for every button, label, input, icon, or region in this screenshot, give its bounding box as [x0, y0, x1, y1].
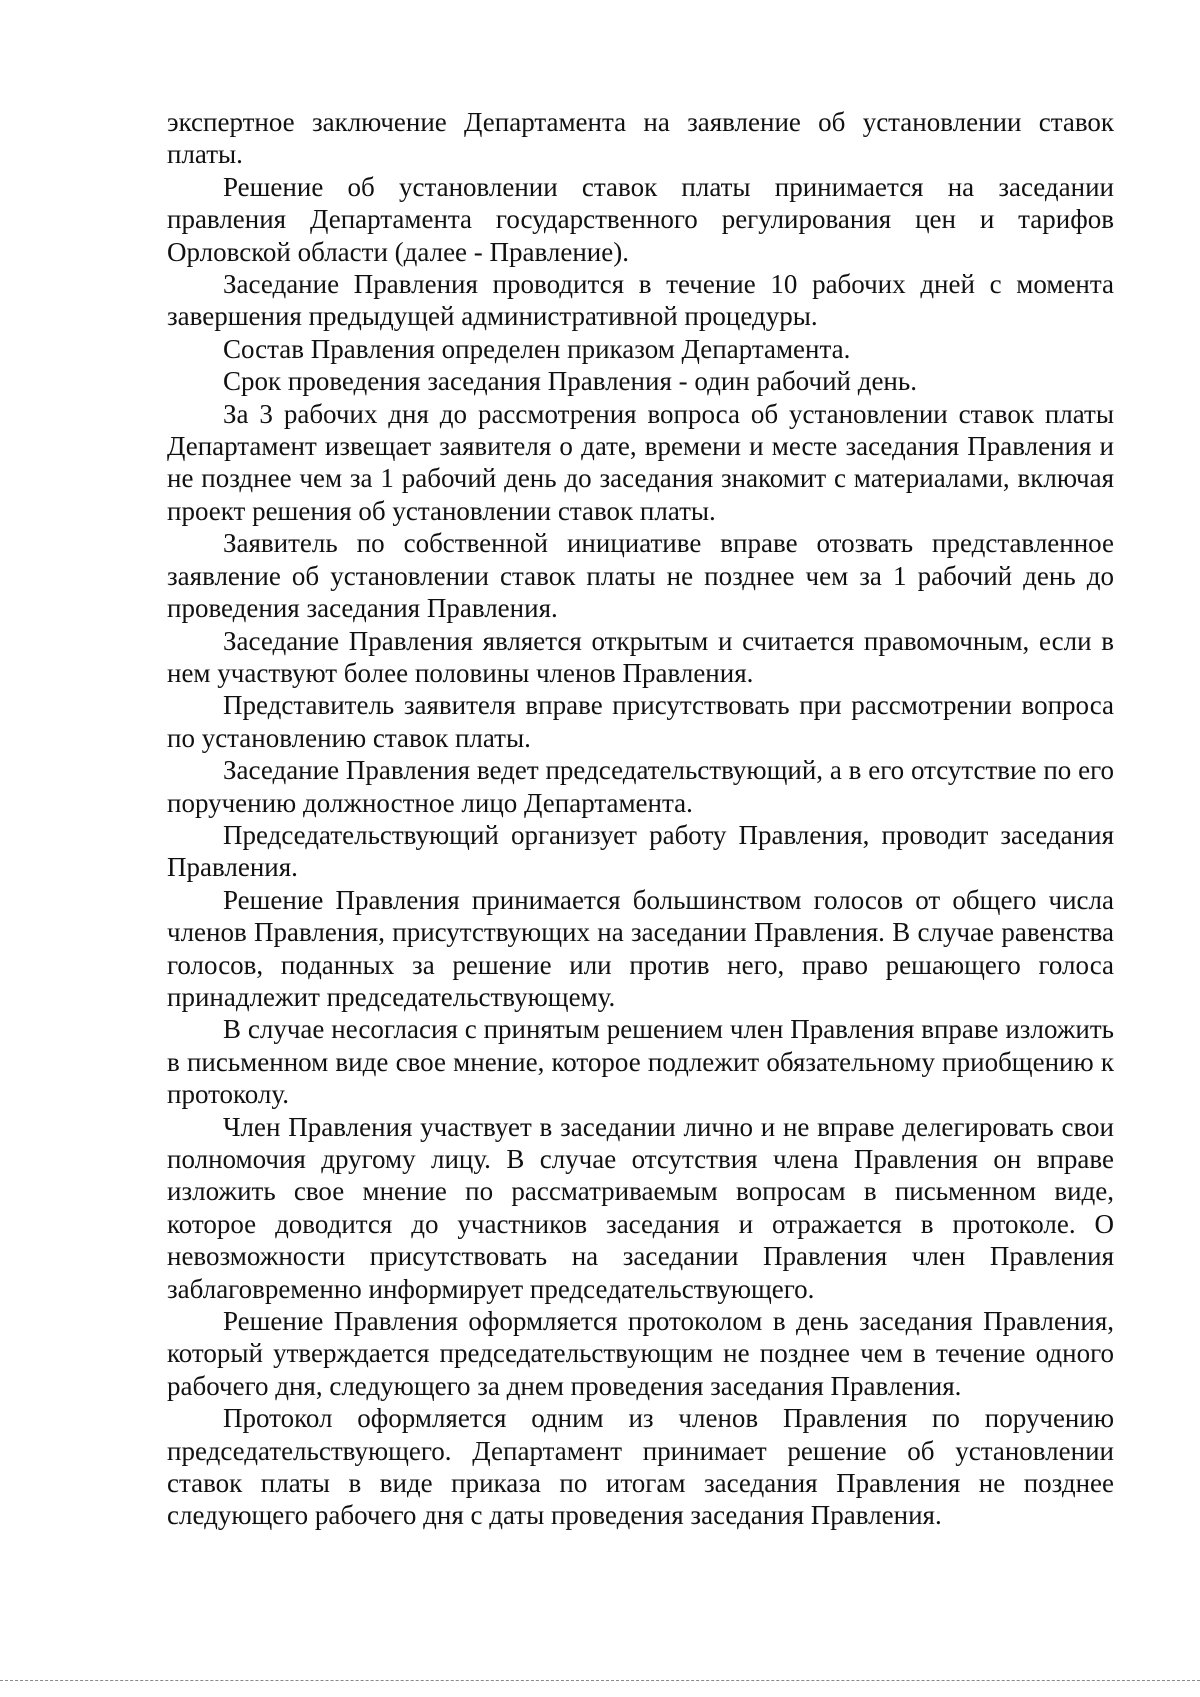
- paragraph: Представитель заявителя вправе присутствовать при рассмотрении вопроса по установлению ставок платы.: [167, 690, 1114, 753]
- paragraph: Председательствующий организует работу Правления, проводит заседания Правления.: [167, 819, 1114, 883]
- paragraph: Состав Правления определен приказом Департамента.: [223, 333, 851, 364]
- paragraph: Решение Правления принимается большинством голосов от общего числа членов Правления, присутствующих на заседании Правления. В случае равенства голосов, поданных за решение или против него, право решающего голоса принадлежит председательствующему.: [167, 884, 1114, 1012]
- paragraph: За 3 рабочих дня до рассмотрения вопроса об установлении ставок платы Департамент извещает заявителя о дате, времени и месте заседания Правления и не позднее чем за 1 рабочий день до заседания знакомит с материалами, включая проект решения об установлении ставок платы.: [167, 398, 1114, 526]
- paragraph: Заявитель по собственной инициативе вправе отозвать представленное заявление об установлении ставок платы не позднее чем за 1 рабочий день до проведения заседания Правления.: [167, 528, 1114, 624]
- paragraph-continuation: экспертное заключение Департамента на заявление об установлении ставок платы.: [167, 107, 1114, 170]
- document-body: [167, 106, 1114, 1532]
- paragraph: В случае несогласия с принятым решением член Правления вправе изложить в письменном виде свое мнение, которое подлежит обязательному приобщению к протоколу.: [167, 1014, 1114, 1110]
- paragraph: Член Правления участвует в заседании лично и не вправе делегировать свои полномочия другому лицу. В случае отсутствия члена Правления он вправе изложить свое мнение по рассматриваемым вопросам в письменном виде, которое доводится до участников заседания и отражается в протоколе. О невозможности присутствовать на заседании Правления член Правления заблаговременно информирует председательствующего.: [167, 1111, 1114, 1304]
- paragraph: Заседание Правления является открытым и считается правомочным, если в нем участвуют более половины членов Правления.: [167, 625, 1114, 688]
- paragraph: Протокол оформляется одним из членов Правления по поручению председательствующего. Департамент принимает решение об установлении ставок платы в виде приказа по итогам заседания Правления не позднее следующего рабочего дня с даты проведения заседания Правления.: [167, 1403, 1114, 1531]
- scan-bottom-divider: [0, 1680, 1200, 1681]
- paragraph: Заседание Правления проводится в течение 10 рабочих дней с момента завершения предыдущей административной процедуры.: [167, 269, 1114, 332]
- paragraph: Решение об установлении ставок платы принимается на заседании правления Департамента государственного регулирования цен и тарифов Орловской области (далее - Правление).: [167, 171, 1114, 267]
- paragraph: Срок проведения заседания Правления - один рабочий день.: [223, 366, 917, 397]
- paragraph: Заседание Правления ведет председательствующий, а в его отсутствие по его поручению должностное лицо Департамента.: [167, 755, 1114, 818]
- paragraph: Решение Правления оформляется протоколом в день заседания Правления, который утверждается председательствующим не позднее чем в течение одного рабочего дня, следующего за днем проведения заседания Правления.: [167, 1306, 1114, 1401]
